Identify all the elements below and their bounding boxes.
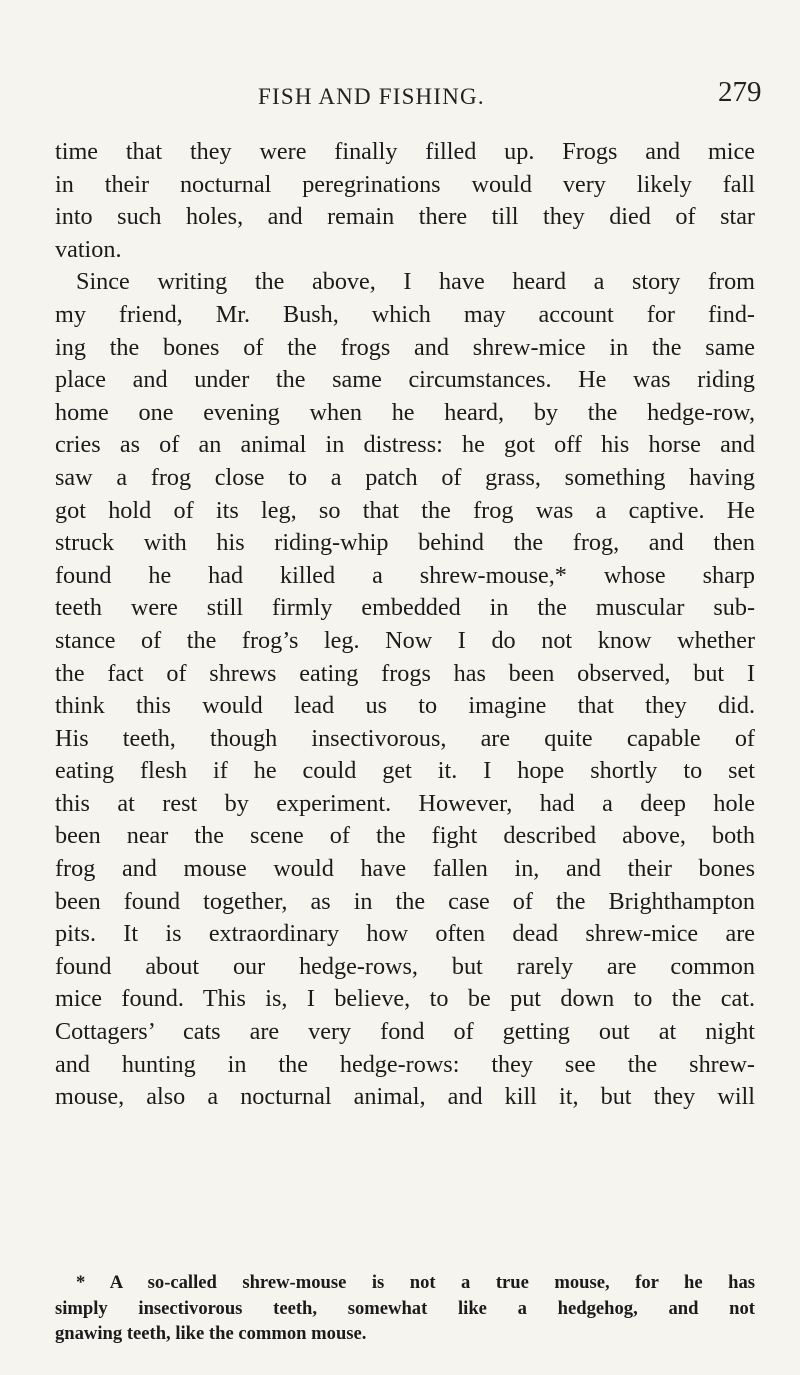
text-line: teeth were still firmly embedded in the muscular sub- xyxy=(55,594,755,622)
text-line: pits. It is extraordinary how often dead shrew-mice are xyxy=(55,920,755,948)
page-number: 279 xyxy=(718,76,762,108)
text-line: the fact of shrews eating frogs has been observed, but I xyxy=(55,659,755,687)
footnote-line: * A so-called shrew-mouse is not a true mouse, for he has xyxy=(76,1272,755,1293)
text-line: vation. xyxy=(55,235,122,263)
text-line: found about our hedge-rows, but rarely are common xyxy=(55,952,755,980)
text-line: been found together, as in the case of the Brighthampton xyxy=(55,887,755,915)
text-line: saw a frog close to a patch of grass, something having xyxy=(55,463,755,491)
running-head xyxy=(0,76,800,116)
text-line: home one evening when he heard, by the hedge-row, xyxy=(55,398,755,426)
paragraph-start-line: Since writing the above, I have heard a story from xyxy=(76,268,755,296)
text-line: got hold of its leg, so that the frog was a captive. He xyxy=(55,496,755,524)
text-line: in their nocturnal peregrinations would very likely fall xyxy=(55,170,755,198)
text-line: Cottagers’ cats are very fond of getting out at night xyxy=(55,1018,755,1046)
footnote-line: gnawing teeth, like the common mouse. xyxy=(55,1323,367,1344)
text-line: mouse, also a nocturnal animal, and kill it, but they will xyxy=(55,1083,755,1111)
text-line: struck with his riding-whip behind the frog, and then xyxy=(55,529,755,557)
text-line: this at rest by experiment. However, had a deep hole xyxy=(55,789,755,817)
text-line: my friend, Mr. Bush, which may account for find- xyxy=(55,300,755,328)
running-head-title: FISH AND FISHING. xyxy=(258,84,485,109)
text-line: ing the bones of the frogs and shrew-mice in the same xyxy=(55,333,755,361)
text-line: eating flesh if he could get it. I hope shortly to set xyxy=(55,757,755,785)
text-line: found he had killed a shrew-mouse,* whose sharp xyxy=(55,561,755,589)
text-line: frog and mouse would have fallen in, and their bones xyxy=(55,855,755,883)
text-line: place and under the same circumstances. He was riding xyxy=(55,366,755,394)
text-line: cries as of an animal in distress: he got off his horse and xyxy=(55,431,755,459)
text-line: mice found. This is, I believe, to be put down to the cat. xyxy=(55,985,755,1013)
text-line: been near the scene of the fight described above, both xyxy=(55,822,755,850)
text-line: and hunting in the hedge-rows: they see the shrew- xyxy=(55,1050,755,1078)
footnote xyxy=(55,1270,755,1347)
text-line: think this would lead us to imagine that they did. xyxy=(55,692,755,720)
text-line: into such holes, and remain there till they died of star xyxy=(55,203,755,231)
text-line: time that they were finally filled up. Frogs and mice xyxy=(55,138,755,165)
body-text xyxy=(55,136,755,1114)
footnote-line: simply insectivorous teeth, somewhat like a hedgehog, and not xyxy=(55,1297,755,1319)
text-line: stance of the frog’s leg. Now I do not know whether xyxy=(55,626,755,654)
text-line: His teeth, though insectivorous, are quite capable of xyxy=(55,724,755,752)
